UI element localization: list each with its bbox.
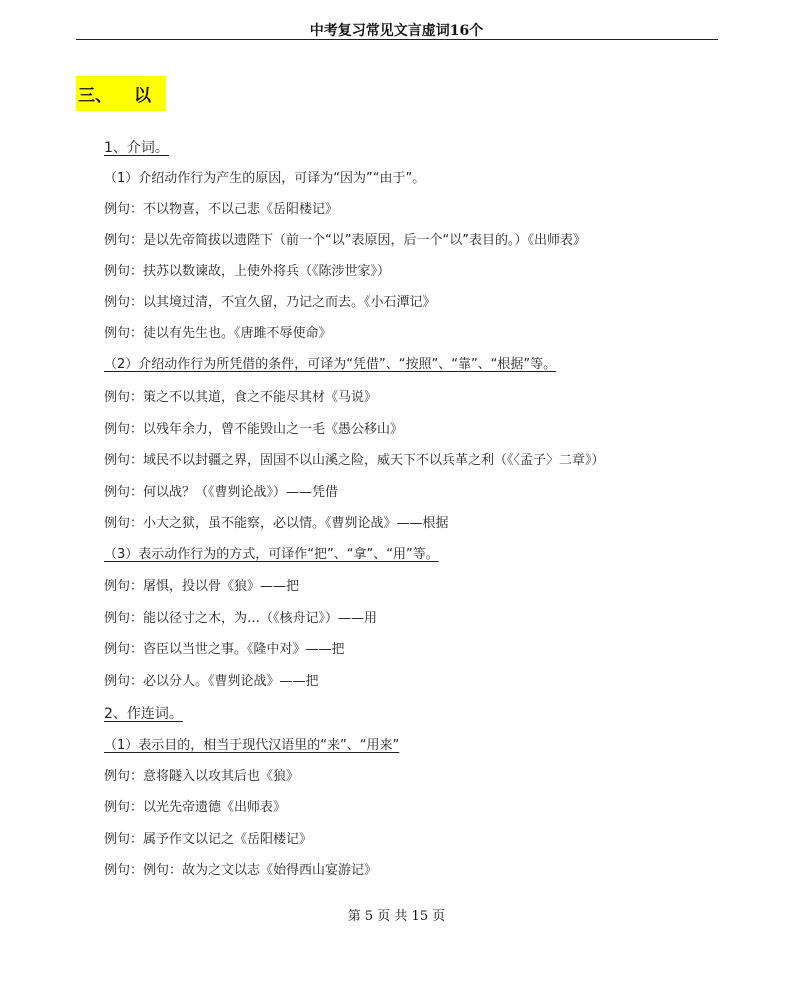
- example-sentence: 例句：扶苏以数谏故，上使外将兵（《陈涉世家》）: [104, 264, 391, 279]
- example-sentence: 例句：以其境过清，不宜久留，乃记之而去。《小石潭记》: [104, 295, 436, 310]
- usage-heading: （1）介绍动作行为产生的原因，可译为“因为”“由于”。: [104, 171, 426, 186]
- example-sentence: 例句：域民不以封疆之界，固国不以山溪之险，威天下不以兵革之利（《〈孟子〉二章》）: [104, 453, 605, 468]
- usage-heading: （2）介绍动作行为所凭借的条件，可译为“凭借”、“按照”、“靠”、“根据”等。: [104, 357, 557, 372]
- example-sentence: 例句：不以物喜，不以己悲《岳阳楼记》: [104, 202, 339, 217]
- section-heading: [76, 76, 166, 111]
- example-sentence: 例句：属予作文以记之《岳阳楼记》: [104, 832, 313, 847]
- example-sentence: 例句：例句：故为之文以志《始得西山宴游记》: [104, 863, 378, 878]
- example-sentence: 例句：能以径寸之木，为…（《核舟记》）——用: [104, 611, 378, 626]
- example-sentence: 例句：意将隧入以攻其后也《狼》: [104, 769, 300, 784]
- example-sentence: 例句：以光先帝遗德《出师表》: [104, 800, 287, 815]
- usage-heading: （1）表示目的，相当于现代汉语里的“来”、“用来”: [104, 738, 400, 753]
- usage-heading: （3）表示动作行为的方式，可译作“把”、“拿”、“用”等。: [104, 547, 439, 562]
- example-sentence: 例句：屠惧，投以骨《狼》——把: [104, 579, 300, 594]
- example-sentence: 例句：是以先帝简拔以遗陛下（前一个“以”表原因，后一个“以”表目的。）《出师表》: [104, 233, 586, 248]
- page-number-footer: 第 5 页 共 15 页: [347, 909, 446, 924]
- subsection-heading-preposition: 1、介词。: [104, 140, 169, 156]
- header-divider: [76, 39, 718, 40]
- example-sentence: 例句：咨臣以当世之事。《隆中对》——把: [104, 642, 345, 657]
- example-sentence: 例句：何以战？（《曹刿论战》）——凭借: [104, 485, 339, 500]
- section-number: 三、: [78, 86, 112, 106]
- subsection-heading-conjunction: 2、作连词。: [104, 706, 183, 722]
- section-word: 以: [134, 86, 151, 106]
- example-sentence: 例句：徒以有先生也。《唐雎不辱使命》: [104, 326, 332, 341]
- example-sentence: 例句：必以分人。《曹刿论战》——把: [104, 674, 319, 689]
- example-sentence: 例句：以残年余力，曾不能毁山之一毛《愚公移山》: [104, 422, 404, 437]
- document-header-title: 中考复习常见文言虚词16个: [309, 23, 484, 39]
- example-sentence: 例句：策之不以其道，食之不能尽其材《马说》: [104, 390, 378, 405]
- example-sentence: 例句：小大之狱，虽不能察，必以情。《曹刿论战》——根据: [104, 516, 449, 531]
